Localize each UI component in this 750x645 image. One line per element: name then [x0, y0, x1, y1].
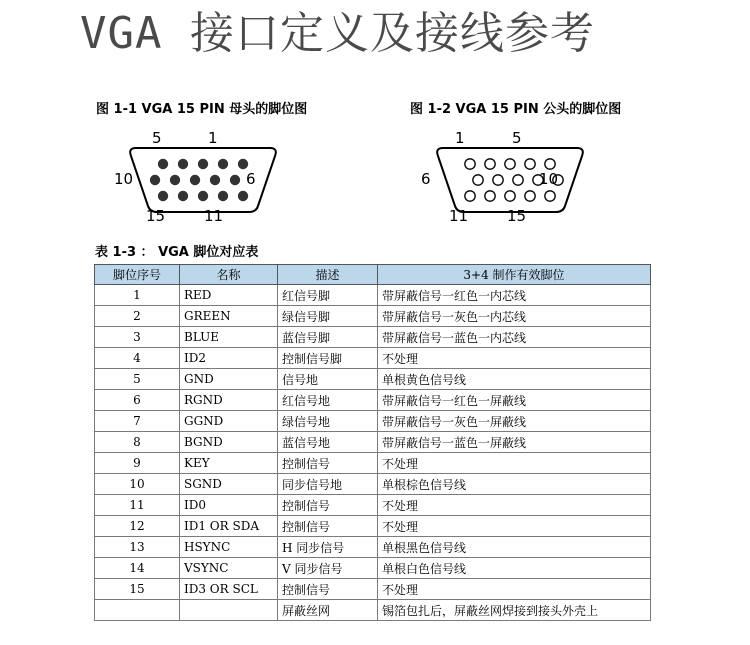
- pin-description-cell: 控制信号脚: [278, 348, 378, 369]
- pin-wiring-cell: 单根白色信号线: [378, 558, 651, 579]
- pin-description-cell: 蓝信号脚: [278, 327, 378, 348]
- page-title: VGA 接口定义及接线参考: [80, 8, 595, 59]
- table-row: [95, 327, 651, 348]
- pin-wiring-cell: 锡箔包扎后，屏蔽丝网焊接到接头外壳上: [378, 600, 651, 621]
- male-pin-row-3: [465, 191, 555, 201]
- header-name: 名称: [180, 265, 278, 285]
- pin-number-cell: 4: [95, 348, 180, 369]
- female-pin-label-6: 6: [246, 170, 256, 188]
- female-pin-row-2: [150, 175, 240, 185]
- pin-number-cell: 3: [95, 327, 180, 348]
- male-pin-label-1: 1: [455, 129, 465, 147]
- pin-number-cell: 13: [95, 537, 180, 558]
- pin-name-cell: ID2: [180, 348, 278, 369]
- pin-name-cell: RED: [180, 285, 278, 306]
- female-pin-row-3: [158, 191, 248, 201]
- header-pin-number: 脚位序号: [95, 265, 180, 285]
- pin-number-cell: 6: [95, 390, 180, 411]
- pin-wiring-cell: 带屏蔽信号一蓝色一内芯线: [378, 327, 651, 348]
- pin-description-cell: V 同步信号: [278, 558, 378, 579]
- male-connector-shell: [437, 148, 583, 212]
- pin-number-cell: 15: [95, 579, 180, 600]
- pin-number-cell: [95, 600, 180, 621]
- pin-name-cell: ID0: [180, 495, 278, 516]
- female-pin-label-1: 1: [208, 129, 218, 147]
- pin-name-cell: ID1 OR SDA: [180, 516, 278, 537]
- female-connector-diagram: [108, 128, 298, 228]
- table-row: [95, 537, 651, 558]
- table-row: [95, 495, 651, 516]
- pin-wiring-cell: 带屏蔽信号一蓝色一屏蔽线: [378, 432, 651, 453]
- table-caption: 表 1-3 ： VGA 脚位对应表: [95, 245, 259, 260]
- pin-wiring-cell: 单根棕色信号线: [378, 474, 651, 495]
- male-pin-label-15: 15: [507, 207, 527, 225]
- vga-pin-table: [94, 264, 651, 621]
- pin-number-cell: 2: [95, 306, 180, 327]
- male-connector-caption: 图 1-2 VGA 15 PIN 公头的脚位图: [410, 102, 622, 117]
- pin-number-cell: 10: [95, 474, 180, 495]
- pin-name-cell: [180, 600, 278, 621]
- pin-description-cell: 控制信号: [278, 579, 378, 600]
- pin-wiring-cell: 不处理: [378, 348, 651, 369]
- pin-number-cell: 11: [95, 495, 180, 516]
- pin-wiring-cell: 不处理: [378, 579, 651, 600]
- pin-description-cell: 同步信号地: [278, 474, 378, 495]
- table-row: [95, 390, 651, 411]
- pin-description-cell: 控制信号: [278, 495, 378, 516]
- pin-name-cell: SGND: [180, 474, 278, 495]
- male-pin-row-1: [465, 159, 555, 169]
- male-pin-label-5: 5: [512, 129, 522, 147]
- pin-wiring-cell: 不处理: [378, 495, 651, 516]
- pin-description-cell: 绿信号地: [278, 411, 378, 432]
- pin-name-cell: GND: [180, 369, 278, 390]
- male-pin-label-10: 10: [539, 170, 559, 188]
- pin-name-cell: BLUE: [180, 327, 278, 348]
- pin-name-cell: GGND: [180, 411, 278, 432]
- pin-description-cell: 屏蔽丝网: [278, 600, 378, 621]
- female-pin-label-5: 5: [152, 129, 162, 147]
- pin-description-cell: H 同步信号: [278, 537, 378, 558]
- pin-number-cell: 9: [95, 453, 180, 474]
- pin-wiring-cell: 带屏蔽信号一红色一内芯线: [378, 285, 651, 306]
- pin-number-cell: 14: [95, 558, 180, 579]
- table-row: [95, 285, 651, 306]
- pin-name-cell: VSYNC: [180, 558, 278, 579]
- pin-name-cell: BGND: [180, 432, 278, 453]
- pin-wiring-cell: 单根黑色信号线: [378, 537, 651, 558]
- pin-name-cell: HSYNC: [180, 537, 278, 558]
- table-row: [95, 453, 651, 474]
- table-row: [95, 369, 651, 390]
- pin-description-cell: 红信号地: [278, 390, 378, 411]
- table-row: [95, 579, 651, 600]
- pin-number-cell: 5: [95, 369, 180, 390]
- pin-name-cell: ID3 OR SCL: [180, 579, 278, 600]
- pin-name-cell: RGND: [180, 390, 278, 411]
- pin-number-cell: 12: [95, 516, 180, 537]
- pin-description-cell: 绿信号脚: [278, 306, 378, 327]
- pin-number-cell: 8: [95, 432, 180, 453]
- pin-wiring-cell: 带屏蔽信号一灰色一屏蔽线: [378, 411, 651, 432]
- pin-wiring-cell: 带屏蔽信号一灰色一内芯线: [378, 306, 651, 327]
- table-row: [95, 411, 651, 432]
- pin-description-cell: 控制信号: [278, 516, 378, 537]
- table-row: [95, 432, 651, 453]
- table-row: [95, 516, 651, 537]
- female-pin-label-15: 15: [146, 207, 166, 225]
- pin-name-cell: GREEN: [180, 306, 278, 327]
- pin-description-cell: 蓝信号地: [278, 432, 378, 453]
- female-pin-row-1: [158, 159, 248, 169]
- pin-wiring-cell: 带屏蔽信号一红色一屏蔽线: [378, 390, 651, 411]
- male-pin-label-11: 11: [449, 207, 469, 225]
- pin-description-cell: 红信号脚: [278, 285, 378, 306]
- table-row: [95, 474, 651, 495]
- table-row: [95, 558, 651, 579]
- header-wiring: 3+4 制作有效脚位: [378, 265, 651, 285]
- pin-wiring-cell: 不处理: [378, 516, 651, 537]
- male-pin-label-6: 6: [421, 170, 431, 188]
- pin-wiring-cell: 单根黄色信号线: [378, 369, 651, 390]
- female-pin-label-10: 10: [114, 170, 134, 188]
- table-header-row: [95, 265, 651, 285]
- pin-wiring-cell: 不处理: [378, 453, 651, 474]
- pin-number-cell: 1: [95, 285, 180, 306]
- table-row: [95, 306, 651, 327]
- pin-description-cell: 信号地: [278, 369, 378, 390]
- female-connector-caption: 图 1-1 VGA 15 PIN 母头的脚位图: [96, 102, 308, 117]
- table-row: [95, 348, 651, 369]
- pin-name-cell: KEY: [180, 453, 278, 474]
- male-connector-diagram: [415, 128, 605, 228]
- table-row: [95, 600, 651, 621]
- pin-number-cell: 7: [95, 411, 180, 432]
- female-pin-label-11: 11: [204, 207, 224, 225]
- header-description: 描述: [278, 265, 378, 285]
- female-connector-svg: [108, 128, 298, 228]
- pin-description-cell: 控制信号: [278, 453, 378, 474]
